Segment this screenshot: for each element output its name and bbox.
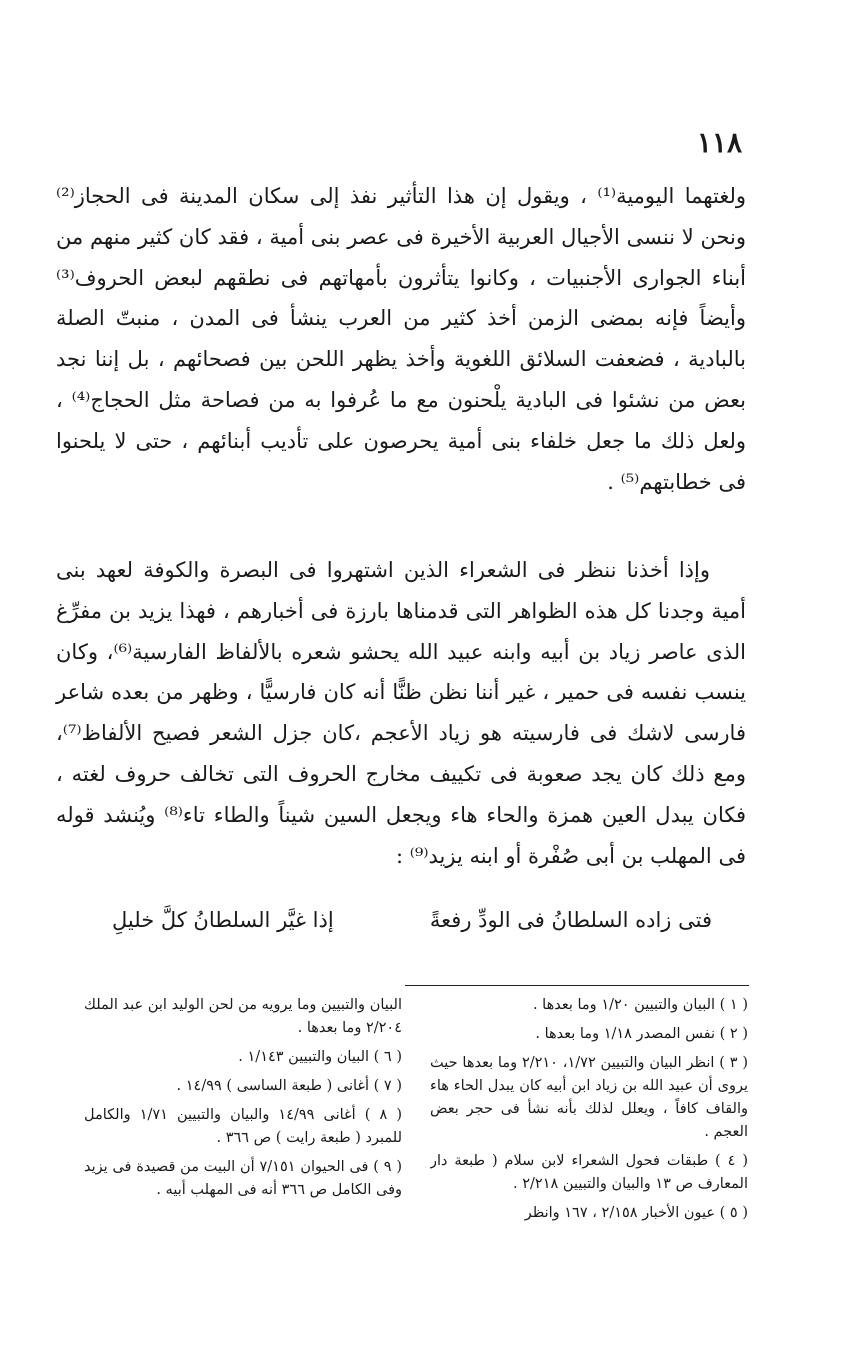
footnote-1: ( ١ ) البيان والتبيين ١/٢٠ وما بعدها .	[532, 997, 748, 1013]
footnote-3: ( ٣ ) انظر البيان والتبيين ١/٧٢، ٢/٢١٠ وما بعدها حيث يروى أن عبيد الله بن زياد ابن أبيه كان يبدل الحاء هاء والقاف كافاً ، ويعلل لذلك بأنه نشأ فى حجر بعض العجم .	[430, 1055, 748, 1140]
verse-second-hemistich: إذا غيَّر السلطانُ كلَّ خليلِ	[112, 908, 334, 932]
footnotes-left-column	[84, 994, 402, 1264]
verse-first-hemistich: فتى زاده السلطانُ فى الودِّ رفعةً	[429, 908, 712, 932]
poem-verse	[112, 908, 712, 952]
footnote-separator	[405, 985, 749, 986]
body-paragraph-1: ولغتهما اليومية⁽¹⁾ ، ويقول إن هذا التأثير نفذ إلى سكان المدينة فى الحجاز⁽²⁾ ونحن لا ننسى الأجيال العربية الأخيرة فى عصر بنى أمية ، فقد كان كثير منهم من أبناء الجوارى الأجنبيات ، وكانوا يتأثرون بأمهاتهم فى نطقهم لبعض الحروف⁽³⁾ وأيضاً فإنه بمضى الزمن أخذ كثير من العرب ينشأ فى المدن ، منبتّ الصلة بالبادية ، فضعفت السلائق اللغوية وأخذ يظهر اللحن بين فصحائهم ، بل إننا نجد بعض من نشئوا فى البادية يلْحنون مع ما عُرفوا به من فصاحة مثل الحجاج⁽⁴⁾ ، ولعل ذلك ما جعل خلفاء بنى أمية يحرصون على تأديب أبنائهم ، حتى لا يلحنوا فى خطابتهم⁽⁵⁾ .	[56, 184, 746, 494]
footnote-5-continued: البيان والتبيين وما يرويه من لحن الوليد ابن عبد الملك ٢/٢٠٤ وما بعدها .	[84, 997, 402, 1036]
footnote-9: ( ٩ ) فى الحيوان ٧/١٥١ أن البيت من قصيدة فى يزيد وفى الكامل ص ٣٦٦ أنه فى المهلب أبيه .	[84, 1159, 402, 1198]
page-number: ١١٨	[696, 126, 742, 159]
footnote-6: ( ٦ ) البيان والتبيين ١/١٤٣ .	[238, 1049, 402, 1065]
footnote-7: ( ٧ ) أغانى ( طبعة الساسى ) ١٤/٩٩ .	[176, 1078, 402, 1094]
footnote-8: ( ٨ ) أغانى ١٤/٩٩ والبيان والتبيين ١/٧١ والكامل للمبرد ( طبعة رايت ) ص ٣٦٦ .	[84, 1107, 402, 1146]
body-paragraph-2: وإذا أخذنا ننظر فى الشعراء الذين اشتهروا فى البصرة والكوفة لعهد بنى أمية وجدنا كل هذه الظواهر التى قدمناها بارزة فى أخبارهم ، فهذا يزيد بن مفرِّغ الذى عاصر زياد بن أبيه وابنه عبيد الله يحشو شعره بالألفاظ الفارسية⁽⁶⁾، وكان ينسب نفسه فى حمير ، غير أننا نظن ظنًّا أنه كان فارسيًّا ، وظهر من بعده شاعر فارسى لاشك فى فارسيته هو زياد الأعجم ،كان جزل الشعر فصيح الألفاظ⁽⁷⁾، ومع ذلك كان يجد صعوبة فى تكييف مخارج الحروف التى تخالف حروف لغته ، فكان يبدل العين همزة والحاء هاء ويجعل السين شيناً والطاء تاء⁽⁸⁾ ويُنشد قوله فى المهلب بن أبى صُفْرة أو ابنه يزيد⁽⁹⁾ :	[56, 558, 746, 868]
footnote-2: ( ٢ ) نفس المصدر ١/١٨ وما بعدها .	[535, 1026, 748, 1042]
footnote-5: ( ٥ ) عيون الأخبار ٢/١٥٨ ، ١٦٧ وانظر	[524, 1205, 748, 1221]
footnote-4: ( ٤ ) طبقات فحول الشعراء لابن سلام ( طبعة دار المعارف ص ١٣ والبيان والتبيين ٢/٢١٨ .	[430, 1153, 748, 1192]
footnotes-right-column	[430, 994, 748, 1264]
